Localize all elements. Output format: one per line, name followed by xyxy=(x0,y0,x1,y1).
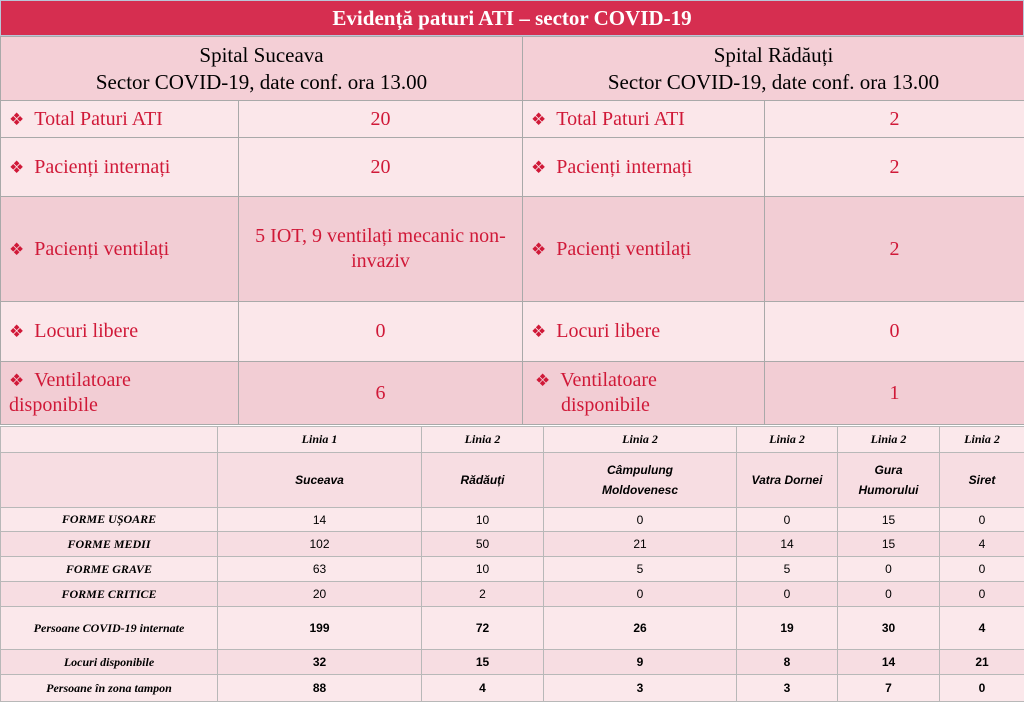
line-header: Linia 2 xyxy=(422,427,544,453)
row-label: Pacienți internați xyxy=(556,155,693,178)
row-label: Locuri libere xyxy=(556,320,661,342)
row-label: Persoane în zona tampon xyxy=(1,675,218,702)
hospital-name: Spital Rădăuți xyxy=(713,42,834,67)
table-cell: 30 xyxy=(838,607,940,650)
table-cell: 72 xyxy=(422,607,544,650)
city-header: Suceava xyxy=(218,453,422,508)
row-value: 5 IOT, 9 ventilați mecanic non-invaziv xyxy=(239,197,523,302)
table-cell: 15 xyxy=(838,508,940,532)
table-cell: 15 xyxy=(838,532,940,557)
table-cell: 4 xyxy=(940,607,1024,650)
row-label-continued: disponibile xyxy=(9,394,98,416)
bullet-icon: ❖ xyxy=(531,239,547,259)
bullet-icon: ❖ xyxy=(9,371,25,390)
hospital-header-radauti xyxy=(523,37,1024,101)
table-cell: 7 xyxy=(838,675,940,702)
table-row xyxy=(1,675,1024,702)
table-cell: 4 xyxy=(422,675,544,702)
hospital-subtitle: Sector COVID-19, date conf. ora 13.00 xyxy=(607,69,940,94)
table-row xyxy=(1,607,1024,650)
row-label: Persoane COVID-19 internate xyxy=(1,607,218,650)
cases-table xyxy=(0,426,1024,702)
table-cell: 14 xyxy=(737,532,838,557)
city-header: Vatra Dornei xyxy=(737,453,838,508)
table-cell: 26 xyxy=(544,607,737,650)
table-cell: 10 xyxy=(422,557,544,582)
line-header: Linia 1 xyxy=(218,427,422,453)
line-header: Linia 2 xyxy=(838,427,940,453)
row-value: 2 xyxy=(765,197,1024,302)
table-row xyxy=(1,197,1024,302)
page-title: Evidență paturi ATI – sector COVID-19 xyxy=(0,0,1024,36)
table-cell: 0 xyxy=(838,557,940,582)
row-value: 6 xyxy=(239,362,523,425)
line-header: Linia 2 xyxy=(940,427,1024,453)
row-value: 20 xyxy=(239,101,523,138)
table-cell: 0 xyxy=(838,582,940,607)
table-cell: 0 xyxy=(544,508,737,532)
row-label: Total Paturi ATI xyxy=(556,107,685,130)
table-cell: 63 xyxy=(218,557,422,582)
table-cell: 199 xyxy=(218,607,422,650)
table-cell: 0 xyxy=(737,582,838,607)
table-row xyxy=(1,508,1024,532)
bullet-icon: ❖ xyxy=(535,371,551,390)
table-cell: 5 xyxy=(544,557,737,582)
table-cell: 21 xyxy=(544,532,737,557)
table-row xyxy=(1,650,1024,675)
row-label: Locuri disponibile xyxy=(1,650,218,675)
row-label: FORME GRAVE xyxy=(1,557,218,582)
table-row xyxy=(1,138,1024,197)
row-value: 2 xyxy=(765,138,1024,197)
row-value: 1 xyxy=(765,362,1024,425)
row-label: FORME CRITICE xyxy=(1,582,218,607)
city-header: Siret xyxy=(940,453,1024,508)
table-cell: 0 xyxy=(737,508,838,532)
row-label-continued: disponibile xyxy=(561,394,650,416)
table-cell: 0 xyxy=(544,582,737,607)
city-header: Rădăuți xyxy=(422,453,544,508)
table-row xyxy=(1,582,1024,607)
hospital-subtitle: Sector COVID-19, date conf. ora 13.00 xyxy=(95,69,428,94)
table-cell: 19 xyxy=(737,607,838,650)
table-cell: 32 xyxy=(218,650,422,675)
bullet-icon: ❖ xyxy=(531,322,547,341)
hospital-header-suceava xyxy=(1,37,523,101)
row-label: Total Paturi ATI xyxy=(34,107,163,130)
bullet-icon: ❖ xyxy=(531,109,547,129)
table-cell: 20 xyxy=(218,582,422,607)
table-row xyxy=(1,362,1024,425)
table-cell: 0 xyxy=(940,508,1024,532)
bullet-icon: ❖ xyxy=(531,157,547,177)
table-cell: 15 xyxy=(422,650,544,675)
city-header: Gura Humorului xyxy=(838,453,940,508)
table-cell: 88 xyxy=(218,675,422,702)
table-cell: 3 xyxy=(544,675,737,702)
table-cell: 0 xyxy=(940,557,1024,582)
bullet-icon: ❖ xyxy=(9,322,25,341)
table-cell: 14 xyxy=(838,650,940,675)
table-cell: 14 xyxy=(218,508,422,532)
icu-beds-table xyxy=(0,36,1024,425)
row-label: Locuri libere xyxy=(34,320,139,342)
hospital-name: Spital Suceava xyxy=(199,42,324,67)
bullet-icon: ❖ xyxy=(9,109,25,129)
row-value: 2 xyxy=(765,101,1024,138)
bullet-icon: ❖ xyxy=(9,239,25,259)
table-cell: 10 xyxy=(422,508,544,532)
table-cell: 21 xyxy=(940,650,1024,675)
table-cell: 5 xyxy=(737,557,838,582)
table-cell: 102 xyxy=(218,532,422,557)
line-header: Linia 2 xyxy=(544,427,737,453)
table-row xyxy=(1,302,1024,362)
city-header: Câmpulung Moldovenesc xyxy=(544,453,737,508)
table-row xyxy=(1,532,1024,557)
row-value: 0 xyxy=(239,302,523,362)
row-label: Ventilatoare xyxy=(34,369,131,391)
row-label: FORME UȘOARE xyxy=(1,508,218,532)
table-row xyxy=(1,557,1024,582)
table-cell: 4 xyxy=(940,532,1024,557)
row-label: Pacienți internați xyxy=(34,155,171,178)
table-cell: 8 xyxy=(737,650,838,675)
row-value: 0 xyxy=(765,302,1024,362)
bullet-icon: ❖ xyxy=(9,157,25,177)
table-cell: 3 xyxy=(737,675,838,702)
table-row xyxy=(1,101,1024,138)
table-cell: 50 xyxy=(422,532,544,557)
table-cell: 2 xyxy=(422,582,544,607)
table-cell: 9 xyxy=(544,650,737,675)
row-label: FORME MEDII xyxy=(1,532,218,557)
line-header: Linia 2 xyxy=(737,427,838,453)
table-cell: 0 xyxy=(940,675,1024,702)
table-cell: 0 xyxy=(940,582,1024,607)
row-value: 20 xyxy=(239,138,523,197)
row-label: Ventilatoare xyxy=(560,369,657,391)
row-label: Pacienți ventilați xyxy=(34,237,170,260)
row-label: Pacienți ventilați xyxy=(556,237,692,260)
